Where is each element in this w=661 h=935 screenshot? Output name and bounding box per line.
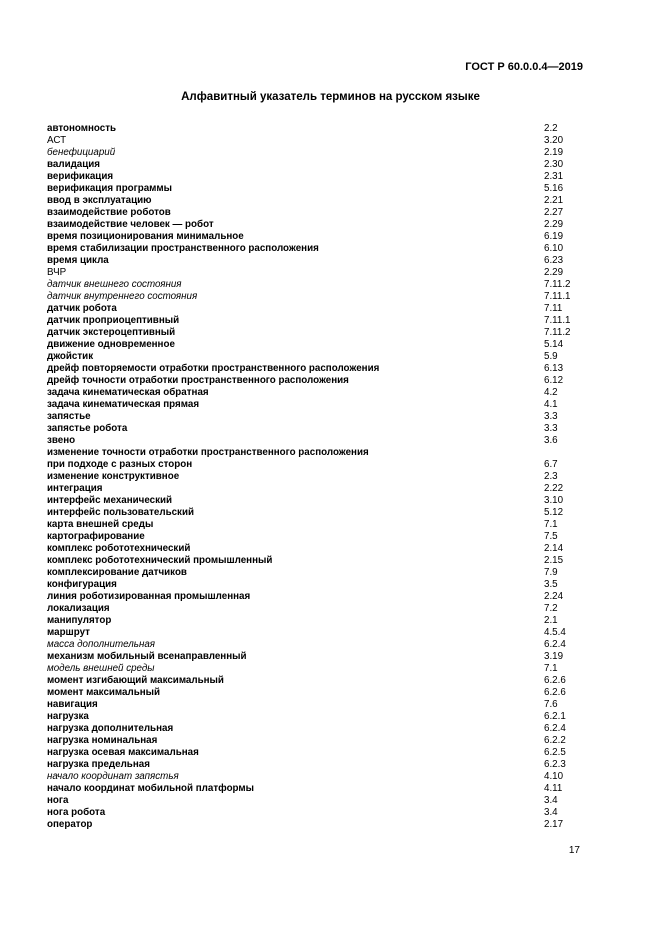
index-entry <box>47 135 607 147</box>
index-term: комплексирование датчиков <box>47 567 187 578</box>
index-term: карта внешней среды <box>47 519 154 530</box>
index-entry <box>47 483 607 495</box>
index-entry <box>47 507 607 519</box>
index-ref: 3.4 <box>544 807 558 818</box>
index-ref: 3.3 <box>544 423 558 434</box>
index-ref: 4.2 <box>544 387 558 398</box>
index-entry <box>47 747 607 759</box>
index-ref: 2.29 <box>544 267 564 278</box>
index-ref: 6.2.4 <box>544 639 566 650</box>
index-ref: 7.1 <box>544 663 558 674</box>
index-ref: 3.10 <box>544 495 564 506</box>
index-term: начало координат запястья <box>47 771 179 782</box>
index-term: дрейф повторяемости отработки пространственного расположения <box>47 363 380 374</box>
index-entry <box>47 699 607 711</box>
index-ref: 2.19 <box>544 147 564 158</box>
index-ref: 7.2 <box>544 603 558 614</box>
index-term: локализация <box>47 603 110 614</box>
index-term: при подходе с разных сторон <box>47 459 193 470</box>
index-entry <box>47 123 607 135</box>
index-term: линия роботизированная промышленная <box>47 591 251 602</box>
index-term: взаимодействие человек — робот <box>47 219 214 230</box>
index-ref: 3.19 <box>544 651 564 662</box>
index-entry <box>47 219 607 231</box>
index-ref: 2.21 <box>544 195 564 206</box>
index-term: нагрузка <box>47 711 89 722</box>
index-ref: 7.1 <box>544 519 558 530</box>
index-ref: 4.5.4 <box>544 627 566 638</box>
index-term: задача кинематическая прямая <box>47 399 200 410</box>
index-term: интеграция <box>47 483 103 494</box>
index-term: начало координат мобильной платформы <box>47 783 255 794</box>
index-term: комплекс робототехнический <box>47 543 191 554</box>
index-term: интерфейс пользовательский <box>47 507 195 518</box>
index-term: джойстик <box>47 351 94 362</box>
index-term: нагрузка дополнительная <box>47 723 174 734</box>
index-ref: 7.5 <box>544 531 558 542</box>
index-ref: 2.15 <box>544 555 564 566</box>
index-ref: 6.2.2 <box>544 735 566 746</box>
index-entry <box>47 771 607 783</box>
index-entry <box>47 375 607 387</box>
index-ref: 2.27 <box>544 207 564 218</box>
index-entry <box>47 291 607 303</box>
index-term: верификация <box>47 171 114 182</box>
index-term: звено <box>47 435 76 446</box>
index-entry <box>47 255 607 267</box>
index-entry <box>47 315 607 327</box>
index-ref: 6.2.5 <box>544 747 566 758</box>
index-term: время цикла <box>47 255 109 266</box>
document-header: ГОСТ Р 60.0.0.4—2019 <box>465 61 583 73</box>
index-term: нагрузка предельная <box>47 759 150 770</box>
index-ref: 6.12 <box>544 375 564 386</box>
index-term: оператор <box>47 819 93 830</box>
index-ref: 4.1 <box>544 399 558 410</box>
index-term: запястье робота <box>47 423 128 434</box>
index-entry <box>47 519 607 531</box>
index-term: АСТ <box>47 135 67 146</box>
index-ref: 6.2.1 <box>544 711 566 722</box>
index-ref: 6.7 <box>544 459 558 470</box>
index-ref: 4.11 <box>544 783 563 794</box>
index-ref: 7.6 <box>544 699 558 710</box>
index-term: время стабилизации пространственного расположения <box>47 243 319 254</box>
index-ref: 2.1 <box>544 615 558 626</box>
index-term: маршрут <box>47 627 90 638</box>
page-title: Алфавитный указатель терминов на русском языке <box>181 91 480 103</box>
index-ref: 2.31 <box>544 171 564 182</box>
index-entry <box>47 435 607 447</box>
index-entry <box>47 735 607 747</box>
index-entry <box>47 627 607 639</box>
index-entry <box>47 567 607 579</box>
index-term: датчик внешнего состояния <box>47 279 182 290</box>
index-entry <box>47 675 607 687</box>
index-ref: 6.19 <box>544 231 564 242</box>
index-term: валидация <box>47 159 101 170</box>
index-ref: 6.2.6 <box>544 687 566 698</box>
index-entry <box>47 615 607 627</box>
index-ref: 5.16 <box>544 183 564 194</box>
index-ref: 5.12 <box>544 507 564 518</box>
index-term: изменение точности отработки пространственного расположения <box>47 447 369 458</box>
index-entry <box>47 471 607 483</box>
index-ref: 7.11 <box>544 303 563 314</box>
index-ref: 3.3 <box>544 411 558 422</box>
index-entry <box>47 687 607 699</box>
index-term: нога робота <box>47 807 106 818</box>
index-ref: 5.14 <box>544 339 564 350</box>
index-term: дрейф точности отработки пространственного расположения <box>47 375 349 386</box>
index-term: момент изгибающий максимальный <box>47 675 224 686</box>
index-term: нога <box>47 795 69 806</box>
index-term: интерфейс механический <box>47 495 173 506</box>
index-term: момент максимальный <box>47 687 161 698</box>
index-ref: 3.20 <box>544 135 564 146</box>
index-entry <box>47 759 607 771</box>
index-term: манипулятор <box>47 615 112 626</box>
index-entry <box>47 663 607 675</box>
index-term: движение одновременное <box>47 339 175 350</box>
index-term: запястье <box>47 411 91 422</box>
index-term: навигация <box>47 699 98 710</box>
index-entry <box>47 795 607 807</box>
index-term: комплекс робототехнический промышленный <box>47 555 273 566</box>
index-entry <box>47 147 607 159</box>
index-ref: 2.29 <box>544 219 564 230</box>
index-ref: 7.11.1 <box>544 291 571 302</box>
index-ref: 7.11.2 <box>544 279 571 290</box>
index-ref: 2.14 <box>544 543 564 554</box>
index-ref: 2.22 <box>544 483 564 494</box>
index-term: нагрузка осевая максимальная <box>47 747 199 758</box>
index-ref: 6.23 <box>544 255 564 266</box>
index-entry <box>47 351 607 363</box>
index-entry <box>47 303 607 315</box>
index-term: масса дополнительная <box>47 639 156 650</box>
index-term: ввод в эксплуатацию <box>47 195 152 206</box>
index-term: ВЧР <box>47 267 67 278</box>
index-entry <box>47 819 607 831</box>
index-ref: 2.3 <box>544 471 558 482</box>
index-entry <box>47 423 607 435</box>
index-entry <box>47 399 607 411</box>
index-entry <box>47 279 607 291</box>
index-entry <box>47 411 607 423</box>
index-entry <box>47 555 607 567</box>
index-entry <box>47 243 607 255</box>
index-ref: 4.10 <box>544 771 564 782</box>
index-term: датчик экстероцептивный <box>47 327 176 338</box>
index-ref: 3.5 <box>544 579 558 590</box>
index-ref: 6.2.4 <box>544 723 566 734</box>
index-entry <box>47 603 607 615</box>
index-entry <box>47 579 607 591</box>
index-entry <box>47 267 607 279</box>
index-entry <box>47 327 607 339</box>
index-entry <box>47 807 607 819</box>
index-entry <box>47 183 607 195</box>
index-entry <box>47 783 607 795</box>
index-ref: 6.10 <box>544 243 564 254</box>
index-term: автономность <box>47 123 117 134</box>
index-term: время позиционирования минимальное <box>47 231 244 242</box>
index-ref: 3.4 <box>544 795 558 806</box>
index-ref: 7.11.2 <box>544 327 571 338</box>
index-term: датчик внутреннего состояния <box>47 291 198 302</box>
index-term: датчик проприоцептивный <box>47 315 180 326</box>
index-entry <box>47 639 607 651</box>
index-entry <box>47 591 607 603</box>
index-entry <box>47 543 607 555</box>
index-entry <box>47 363 607 375</box>
index-entry <box>47 207 607 219</box>
index-ref: 2.2 <box>544 123 558 134</box>
index-ref: 6.2.6 <box>544 675 566 686</box>
term-index <box>47 123 607 831</box>
index-entry <box>47 531 607 543</box>
index-entry <box>47 447 607 459</box>
index-entry <box>47 387 607 399</box>
index-entry <box>47 231 607 243</box>
index-term: взаимодействие роботов <box>47 207 171 218</box>
index-entry <box>47 459 607 471</box>
index-ref: 2.24 <box>544 591 564 602</box>
index-ref: 7.9 <box>544 567 558 578</box>
index-entry <box>47 711 607 723</box>
page-number: 17 <box>568 845 580 856</box>
index-entry <box>47 195 607 207</box>
index-term: верификация программы <box>47 183 173 194</box>
index-term: картографирование <box>47 531 145 542</box>
index-entry <box>47 171 607 183</box>
index-term: конфигурация <box>47 579 117 590</box>
index-ref: 6.13 <box>544 363 564 374</box>
index-entry <box>47 159 607 171</box>
index-term: задача кинематическая обратная <box>47 387 209 398</box>
index-ref: 6.2.3 <box>544 759 566 770</box>
index-ref: 2.30 <box>544 159 564 170</box>
index-term: изменение конструктивное <box>47 471 180 482</box>
index-ref: 3.6 <box>544 435 558 446</box>
index-ref: 7.11.1 <box>544 315 571 326</box>
index-entry <box>47 651 607 663</box>
index-ref: 5.9 <box>544 351 558 362</box>
index-entry <box>47 723 607 735</box>
index-term: нагрузка номинальная <box>47 735 158 746</box>
index-entry <box>47 339 607 351</box>
index-term: датчик робота <box>47 303 117 314</box>
index-ref: 2.17 <box>544 819 564 830</box>
index-entry <box>47 495 607 507</box>
index-term: механизм мобильный всенаправленный <box>47 651 247 662</box>
index-term: бенефициарий <box>47 147 116 158</box>
index-term: модель внешней среды <box>47 663 155 674</box>
